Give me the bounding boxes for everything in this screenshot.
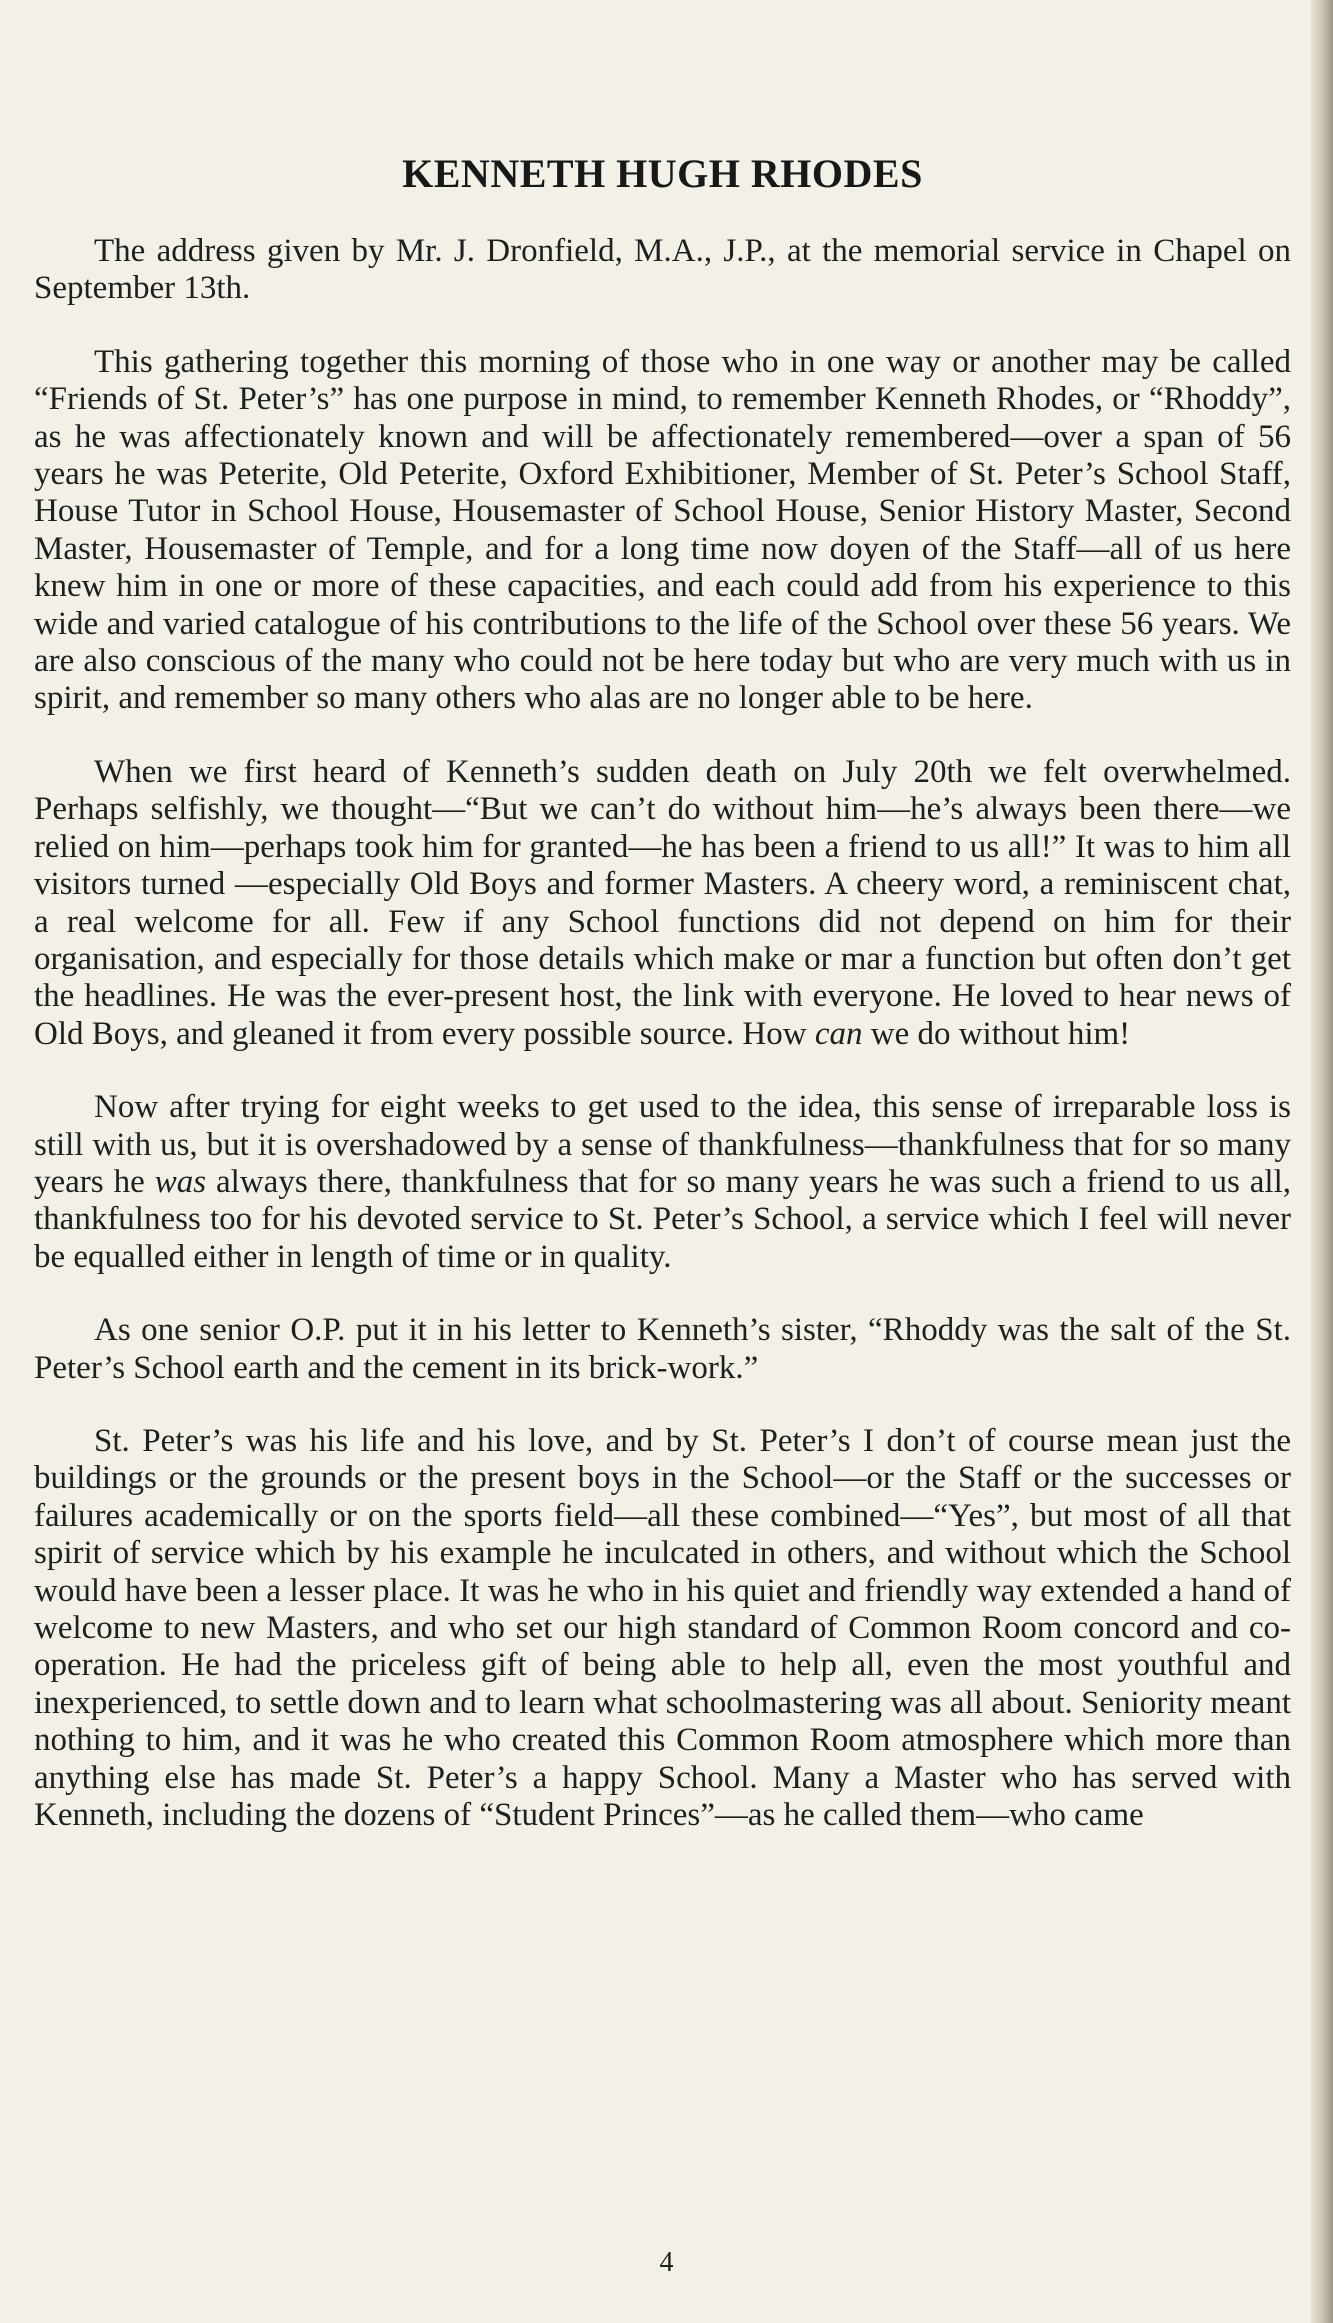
- page-number: 4: [659, 2247, 674, 2278]
- paragraph-text: we do without him!: [862, 1015, 1131, 1052]
- paragraph-gathering: This gathering together this morning of those who in one way or another may be called “Friends of St. Peter’s” has one purpose in mind, to remember Kenneth Rhodes, or “Rhoddy”, as he was affectionately known and will be affectionately remembered—over a span of 56 years he was Peterite, Old Peterite, Oxford Exhibitioner, Member of St. Peter’s School Staff, House Tutor in School House, Housemaster of School House, Senior History Master, Second Master, Housemaster of Temple, and for a long time now doyen of the Staff—all of us here knew him in one or more of these capacities, and each could add from his experience to this wide and varied catalogue of his contributions to the life of the School over these 56 years. We are also conscious of the many who could not be here today but who are very much with us in spirit, and remember so many others who alas are no longer able to be here.: [34, 343, 1291, 717]
- italic-word: can: [814, 1015, 863, 1052]
- paragraph-thankfulness: [34, 1089, 1291, 1276]
- paragraph-text: always there, thankfulness that for so many years he was such a friend to us all, thankfulness too for his devoted service to St. Peter’s School, a service which I feel will never be equalled either in length of time or in quality.: [34, 1163, 1291, 1275]
- paragraph-text: Now after trying for eight weeks to get used to the idea, this sense of irreparable loss is still with us, but it is overshadowed by a sense of thankfulness—thankfulness that for so many years he: [34, 1089, 1291, 1200]
- paragraph-life-and-love: St. Peter’s was his life and his love, and by St. Peter’s I don’t of course mean just the buildings or the grounds or the present boys in the School—or the Staff or the successes or failures academically or on the sports field—all these combined—“Yes”, but most of all that spirit of service which by his example he inculcated in others, and without which the School would have been a lesser place. It was he who in his quiet and friendly way extended a hand of welcome to new Masters, and who set our high standard of Common Room concord and co-operation. He had the priceless gift of being able to help all, even the most youthful and inexperienced, to settle down and to learn what schoolmastering was all about. Seniority meant nothing to him, and it was he who created this Common Room atmosphere which more than anything else has made St. Peter’s a happy School. Many a Master who has served with Kenneth, including the dozens of “Student Princes”—as he called them—who came: [34, 1422, 1291, 1834]
- document-body: [34, 150, 1291, 1870]
- paragraph-quote: As one senior O.P. put it in his letter to Kenneth’s sister, “Rhoddy was the salt of the St. Peter’s School earth and the cement in its brick-work.”: [34, 1312, 1291, 1386]
- document-title: KENNETH HUGH RHODES: [402, 151, 923, 196]
- italic-word: was: [154, 1163, 207, 1200]
- paragraph-text: When we first heard of Kenneth’s sudden death on July 20th we felt overwhelmed. Perhaps selfishly, we thought—“But we can’t do without him—he’s always been there—we relied on him—perhaps took him for granted—he has been a friend to us all!” It was to him all visitors turned —especially Old Boys and former Masters. A cheery word, a reminiscent chat, a real welcome for all. Few if any School functions did not depend on him for their organisation, and especially for those details which make or mar a function but often don’t get the headlines. He was the ever-present host, the link with everyone. He loved to hear news of Old Boys, and gleaned it from every possible source. How: [34, 753, 1291, 1052]
- paragraph-sudden-death: [34, 754, 1291, 1053]
- page-edge: [1311, 0, 1333, 2323]
- intro-paragraph: The address given by Mr. J. Dronfield, M.A., J.P., at the memorial service in Chapel on September 13th.: [34, 233, 1291, 307]
